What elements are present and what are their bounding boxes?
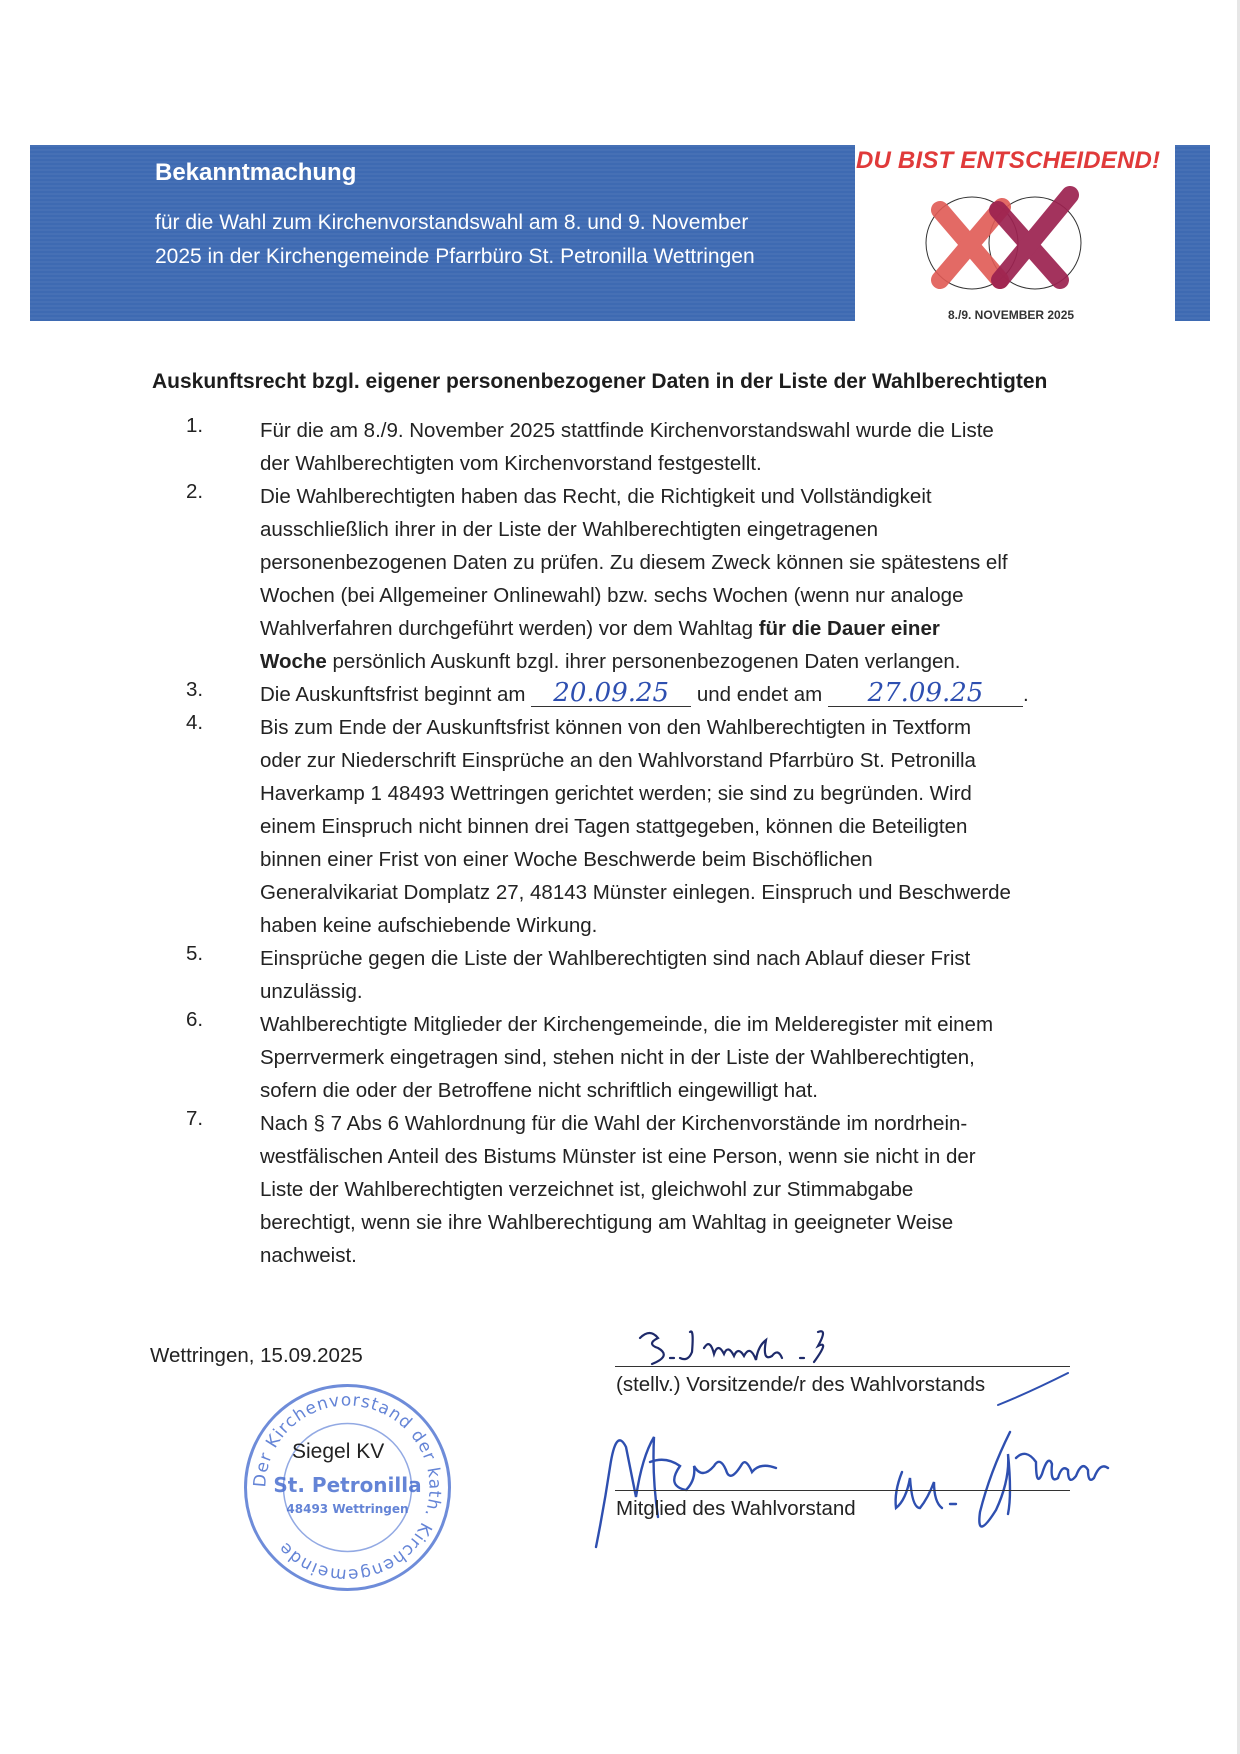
banner-line-1: für die Wahl zum Kirchenvorstandswahl am 8. und 9. November [155,211,749,234]
list-item [0,1008,1240,1107]
item-number: 3. [186,678,204,701]
item-line: unzulässig. [260,980,363,1003]
item-line: nachweist. [260,1244,357,1267]
list-item [0,678,1240,711]
item-line: binnen einer Frist von einer Woche Beschwerde beim Bischöflichen [260,848,873,871]
item-text: . [1022,683,1029,706]
chair-signature-line [615,1366,1070,1367]
chair-label: (stellv.) Vorsitzende/r des Wahlvorstands [616,1373,986,1396]
seal-center-name: St. Petronilla [273,1473,422,1497]
list-item [0,414,1240,480]
item-number: 4. [186,711,204,734]
item-number: 6. [186,1008,204,1031]
list-item [0,1107,1240,1272]
list-item [0,711,1240,942]
item-line: einem Einspruch nicht binnen drei Tagen stattgegeben, können die Beteiligten [260,815,968,838]
item-line: Sperrvermerk eingetragen sind, stehen nicht in der Liste der Wahlberechtigten, [260,1046,975,1069]
seal-ring-text: Der Kirchenvorstand der kath. Kirchengemeinde [250,1390,445,1585]
member-signature-icon [590,1412,1150,1562]
chair-signature-icon [620,1318,920,1378]
item-line: sofern die oder der Betroffene nicht schriftlich eingewilligt hat. [260,1079,818,1102]
item-number: 2. [186,480,204,503]
member-signature-line [615,1490,1070,1491]
list-item [0,942,1240,1008]
item-line: Wochen (bei Allgemeiner Onlinewahl) bzw. sechs Wochen (wenn nur analoge [260,584,964,607]
place-date: Wettringen, 15.09.2025 [150,1344,363,1367]
item-line: Nach § 7 Abs 6 Wahlordnung für die Wahl der Kirchenvorstände im nordrhein- [260,1112,968,1135]
start-date-field[interactable]: 20.09.25 [531,680,691,707]
item-line: haben keine aufschiebende Wirkung. [260,914,598,937]
item-text-bold: Woche [260,650,327,673]
item-line: Für die am 8./9. November 2025 stattfinde Kirchenvorstandswahl wurde die Liste [260,419,994,442]
item-line: Die Wahlberechtigten haben das Recht, die Richtigkeit und Vollständigkeit [260,485,932,508]
item-line: personenbezogenen Daten zu prüfen. Zu diesem Zweck können sie spätestens elf [260,551,1008,574]
logo-date: 8./9. NOVEMBER 2025 [948,308,1075,322]
slogan: DU BIST ENTSCHEIDEND! [856,147,1161,174]
numbered-list [0,414,1240,1272]
seal-center-place: 48493 Wettringen [286,1502,409,1516]
banner-title: Bekanntmachung [155,159,357,186]
item-text: Wahlverfahren durchgeführt werden) vor dem Wahltag [260,617,759,640]
item-line: Einsprüche gegen die Liste der Wahlberechtigten sind nach Ablauf dieser Frist [260,947,971,970]
item-line [260,645,1240,678]
chair-signature-tail-icon [990,1370,1080,1410]
banner-right-bar [1175,145,1210,321]
item-text: Die Auskunftsfrist beginnt am [260,683,532,706]
item-line: Haverkamp 1 48493 Wettringen gerichtet werden; sie sind zu begründen. Wird [260,782,972,805]
item-line: westfälischen Anteil des Bistums Münster ist eine Person, wenn sie nicht in der [260,1145,976,1168]
official-seal-icon [240,1380,455,1595]
item-number: 1. [186,414,204,437]
item-line [260,612,1240,645]
item-text: und endet am [691,683,828,706]
section-heading: Auskunftsrecht bzgl. eigener personenbezogener Daten in der Liste der Wahlberechtigten [152,370,1048,393]
banner-line-2: 2025 in der Kirchengemeinde Pfarrbüro St. Petronilla Wettringen [155,245,755,268]
item-line [260,678,1240,711]
item-line: Wahlberechtigte Mitglieder der Kirchengemeinde, die im Melderegister mit einem [260,1013,994,1036]
item-line: ausschließlich ihrer in der Liste der Wahlberechtigten eingetragenen [260,518,879,541]
item-line: Generalvikariat Domplatz 27, 48143 Münster einlegen. Einspruch und Beschwerde [260,881,1011,904]
election-logo-icon [920,185,1100,305]
item-line: oder zur Niederschrift Einsprüche an den Wahlvorstand Pfarrbüro St. Petronilla [260,749,976,772]
item-line: Liste der Wahlberechtigten verzeichnet ist, gleichwohl zur Stimmabgabe [260,1178,914,1201]
item-line: berechtigt, wenn sie ihre Wahlberechtigung am Wahltag in geeigneter Weise [260,1211,954,1234]
item-text: persönlich Auskunft bzgl. ihrer personenbezogenen Daten verlangen. [326,650,961,673]
member-label: Mitglied des Wahlvorstand [616,1497,856,1520]
item-number: 5. [186,942,204,965]
item-text-bold: für die Dauer einer [758,617,940,640]
item-number: 7. [186,1107,204,1130]
header-banner [30,145,855,321]
list-item [0,480,1240,678]
end-date-field[interactable]: 27.09.25 [828,680,1023,707]
item-line: Bis zum Ende der Auskunftsfrist können von den Wahlberechtigten in Textform [260,716,972,739]
seal-label: Siegel KV [292,1440,385,1463]
item-line: der Wahlberechtigten vom Kirchenvorstand festgestellt. [260,452,762,475]
